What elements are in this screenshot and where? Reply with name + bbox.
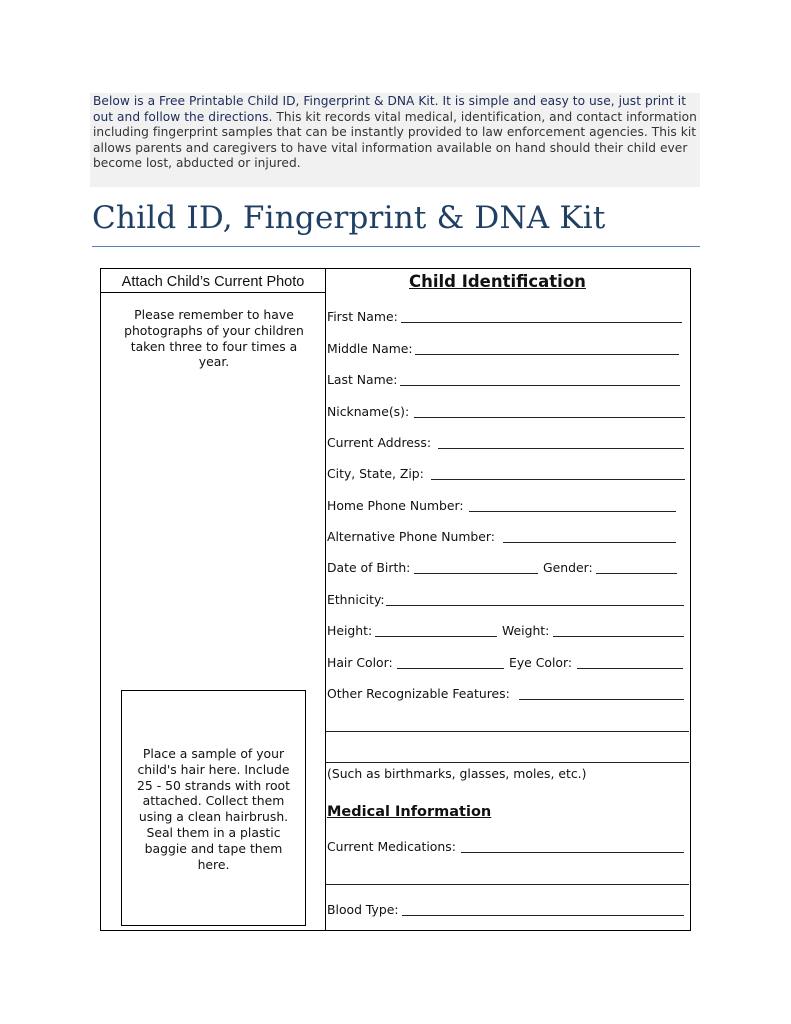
ethnicity-field[interactable] [386, 605, 684, 606]
intro-panel [90, 93, 700, 187]
hair-sample-note: Place a sample of your child's hair here. Include 25 - 50 strands with root attached. Collect them using a clean hairbrush. Seal them in a plastic baggie and tape them here. [136, 746, 290, 872]
address-label: Current Address: [327, 435, 431, 450]
hair-color-field[interactable] [397, 668, 504, 669]
blood-type-label: Blood Type: [327, 902, 399, 917]
home-phone-label: Home Phone Number: [327, 498, 464, 513]
eye-color-field[interactable] [577, 668, 683, 669]
features-label: Other Recognizable Features: [327, 686, 510, 701]
photo-title: Attach Child’s Current Photo [101, 269, 325, 293]
alt-phone-field[interactable] [503, 542, 676, 543]
medical-heading: Medical Information [327, 804, 492, 820]
medications-label: Current Medications: [327, 839, 456, 854]
dob-field[interactable] [414, 573, 538, 574]
intro-rest: This kit records vital medical, identification, and contact information including fingerprint samples that can be instantly provided to law enforcement agencies. This kit allows parents and caregivers to have vital information available on hand should their child ever become lost, abducted or injured. [93, 109, 697, 171]
intro-text [90, 93, 700, 172]
medications-line-2[interactable] [326, 884, 689, 885]
title-rule [92, 246, 700, 247]
column-divider [325, 269, 326, 930]
middle-name-field[interactable] [415, 354, 679, 355]
nicknames-label: Nickname(s): [327, 404, 410, 419]
weight-field[interactable] [553, 636, 684, 637]
address-field[interactable] [438, 448, 684, 449]
blood-type-field[interactable] [402, 915, 684, 916]
gender-field[interactable] [596, 573, 677, 574]
hair-sample-box [121, 690, 306, 926]
first-name-field[interactable] [401, 322, 682, 323]
city-state-zip-field[interactable] [431, 479, 685, 480]
identification-heading: Child Identification [409, 272, 586, 291]
features-note: (Such as birthmarks, glasses, moles, etc.) [327, 766, 587, 781]
first-name-label: First Name: [327, 309, 398, 324]
nicknames-field[interactable] [414, 417, 685, 418]
middle-name-label: Middle Name: [327, 341, 413, 356]
dob-label: Date of Birth: [327, 560, 411, 575]
alt-phone-label: Alternative Phone Number: [327, 529, 495, 544]
eye-color-label: Eye Color: [509, 655, 573, 670]
last-name-field[interactable] [400, 385, 680, 386]
medications-field[interactable] [461, 852, 684, 853]
features-field[interactable] [519, 699, 684, 700]
height-label: Height: [327, 623, 373, 638]
home-phone-field[interactable] [469, 511, 676, 512]
ethnicity-label: Ethnicity: [327, 592, 385, 607]
gender-label: Gender: [543, 560, 593, 575]
features-line-3[interactable] [326, 762, 689, 763]
weight-label: Weight: [502, 623, 550, 638]
page-title: Child ID, Fingerprint & DNA Kit [92, 200, 606, 236]
photo-note: Please remember to have photographs of your children taken three to four times a year. [124, 307, 304, 370]
form-frame [100, 268, 691, 931]
hair-color-label: Hair Color: [327, 655, 393, 670]
intro-lead: Below is a Free Printable Child ID, Fingerprint & DNA Kit. It is simple and easy to use, just print it out and follow the directions. [93, 94, 687, 124]
features-line-2[interactable] [326, 731, 689, 732]
height-field[interactable] [375, 636, 497, 637]
city-state-zip-label: City, State, Zip: [327, 466, 424, 481]
last-name-label: Last Name: [327, 372, 398, 387]
